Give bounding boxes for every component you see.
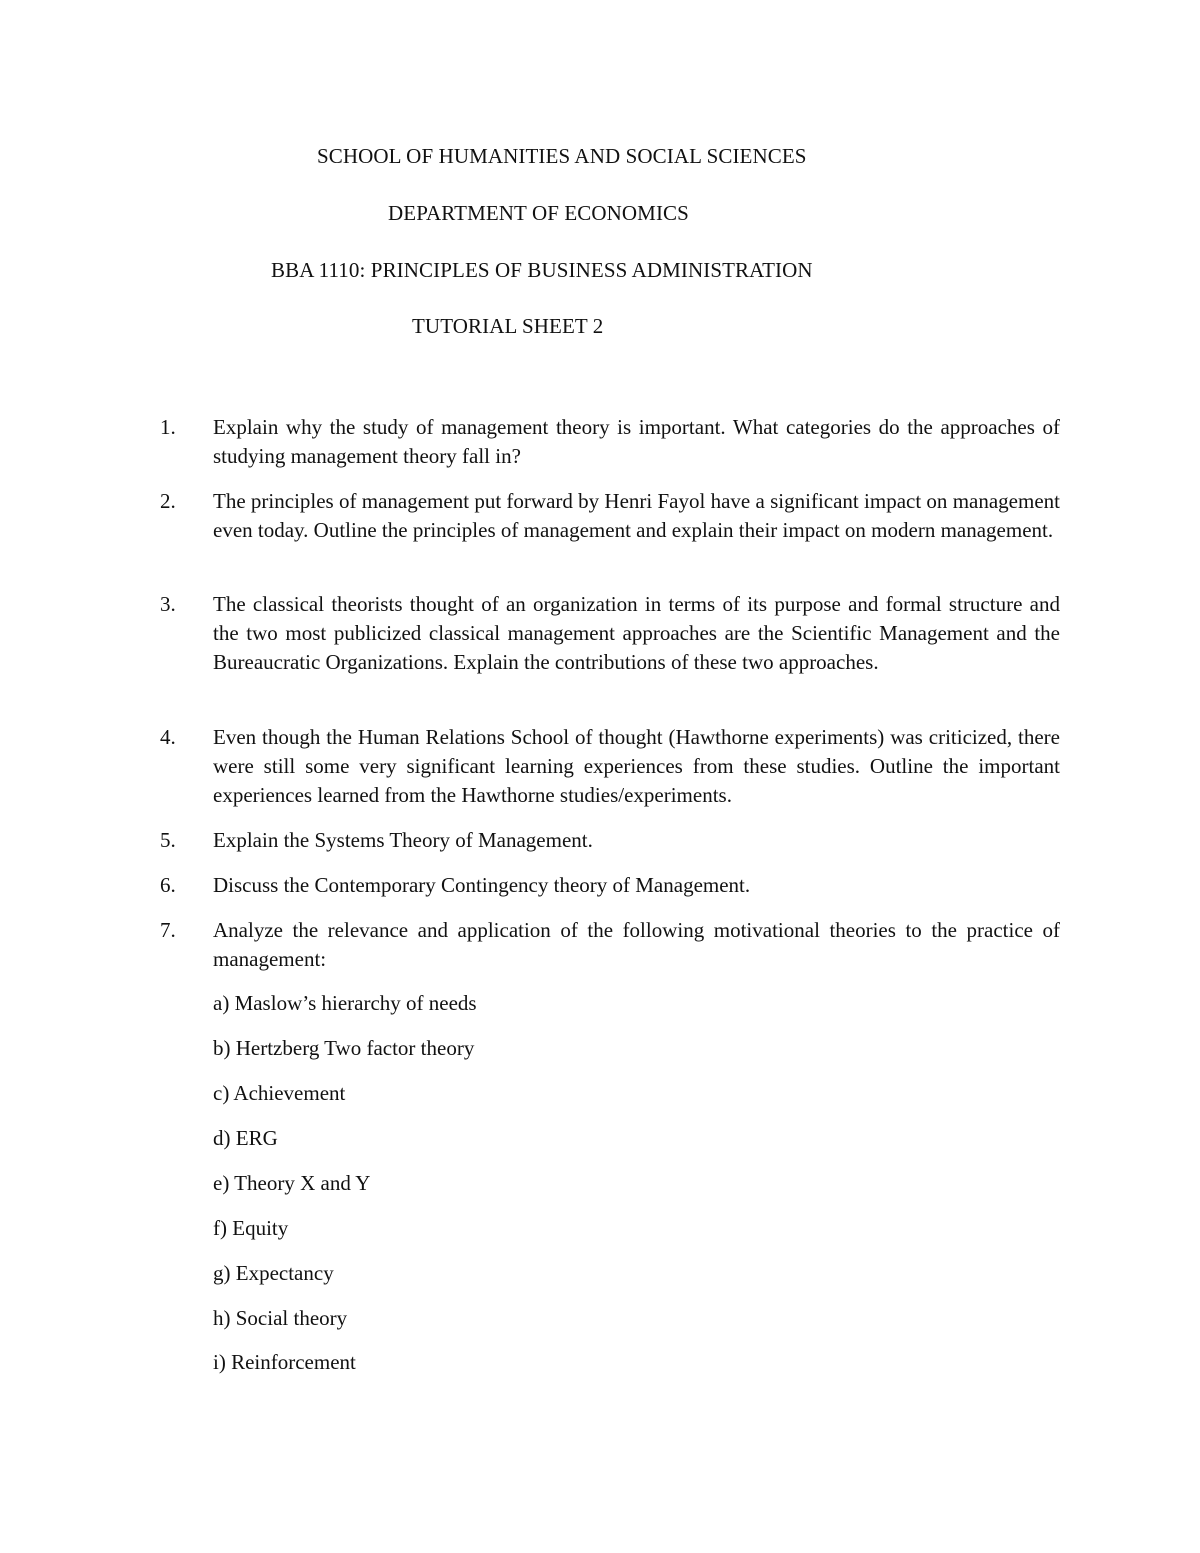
question-2: [160, 487, 1060, 545]
tutorial-sheet-heading: TUTORIAL SHEET 2: [412, 314, 604, 338]
question-text: Even though the Human Relations School of thought (Hawthorne experiments) was criticized, there were still some very significant learning experiences from these studies. Outline the important experiences learned from the Hawthorne studies/experiments.: [213, 725, 1060, 807]
question-4: [160, 723, 1060, 810]
subitem-social-theory: h) Social theory: [213, 1306, 348, 1330]
question-number: 7.: [160, 918, 176, 942]
course-heading: BBA 1110: PRINCIPLES OF BUSINESS ADMINISTRATION: [271, 258, 813, 282]
subitem-reinforcement: i) Reinforcement: [213, 1350, 356, 1374]
question-number: 4.: [160, 725, 176, 749]
question-7: [160, 916, 1060, 974]
question-text: Discuss the Contemporary Contingency theory of Management.: [213, 873, 751, 897]
question-text: Explain why the study of management theory is important. What categories do the approaches of studying management theory fall in?: [213, 415, 1060, 468]
subitem-achievement: c) Achievement: [213, 1081, 346, 1105]
question-number: 6.: [160, 873, 176, 897]
subitem-theory-x-y: e) Theory X and Y: [213, 1171, 371, 1195]
question-number: 3.: [160, 592, 176, 616]
question-text: The classical theorists thought of an organization in terms of its purpose and formal structure and the two most publicized classical management approaches are the Scientific Management and the Bureaucratic Organizations. Explain the contributions of these two approaches.: [213, 592, 1060, 674]
subitem-equity: f) Equity: [213, 1216, 289, 1240]
question-3: [160, 590, 1060, 677]
question-text: Explain the Systems Theory of Management.: [213, 828, 593, 852]
subitem-maslow: a) Maslow’s hierarchy of needs: [213, 991, 477, 1015]
question-text: Analyze the relevance and application of the following motivational theories to the practice of management:: [213, 918, 1060, 971]
school-heading: SCHOOL OF HUMANITIES AND SOCIAL SCIENCES: [317, 144, 807, 168]
subitem-expectancy: g) Expectancy: [213, 1261, 334, 1285]
question-number: 5.: [160, 828, 176, 852]
department-heading: DEPARTMENT OF ECONOMICS: [388, 201, 689, 225]
subitem-hertzberg: b) Hertzberg Two factor theory: [213, 1036, 475, 1060]
question-5: [160, 826, 1060, 855]
question-1: [160, 413, 1060, 471]
question-number: 2.: [160, 489, 176, 513]
question-number: 1.: [160, 415, 176, 439]
question-6: [160, 871, 1060, 900]
subitem-erg: d) ERG: [213, 1126, 278, 1150]
question-text: The principles of management put forward by Henri Fayol have a significant impact on management even today. Outline the principles of management and explain their impact on modern management.: [213, 489, 1060, 542]
